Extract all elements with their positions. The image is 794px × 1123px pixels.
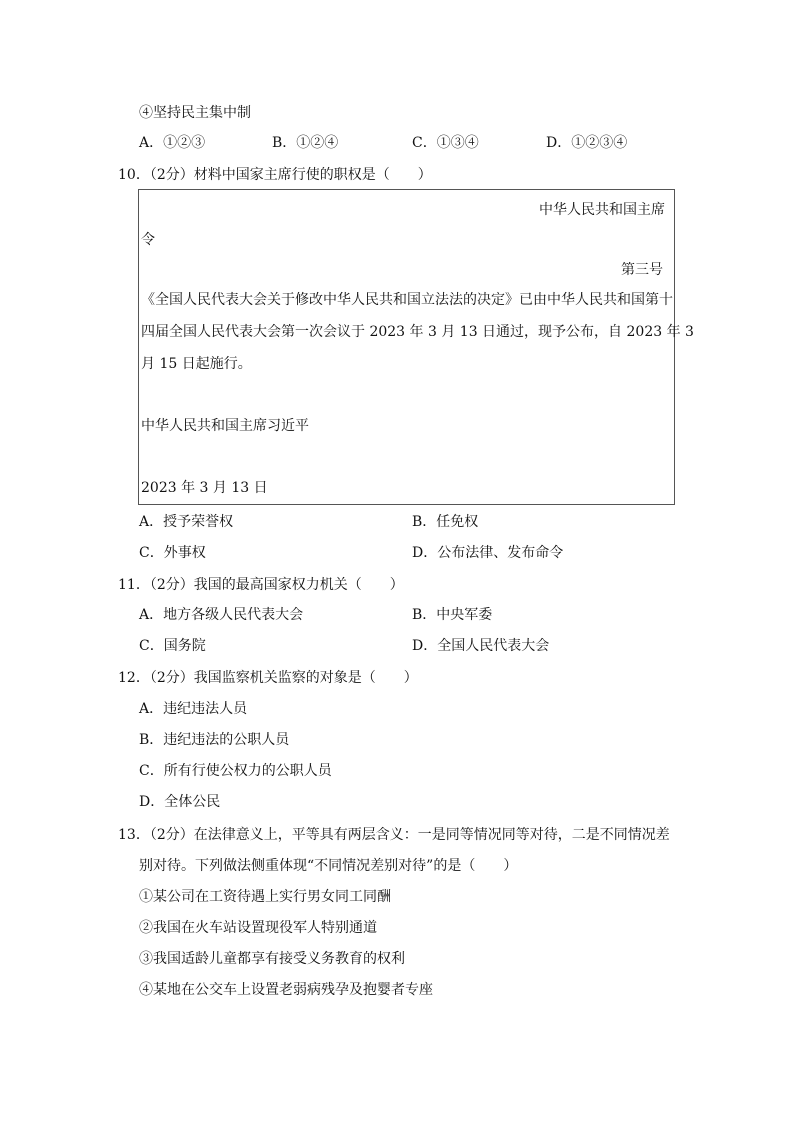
decree-header-wrap: 令 bbox=[141, 232, 155, 248]
q9-item-4: ④坚持民主集中制 bbox=[139, 105, 251, 121]
q11-option-d[interactable]: D．全国人民代表大会 bbox=[412, 638, 550, 654]
decree-body-line-3: 月 15 日起施行。 bbox=[141, 356, 252, 372]
q9-option-c[interactable]: C．①③④ bbox=[412, 135, 479, 151]
q10-option-b[interactable]: B．任免权 bbox=[412, 514, 479, 530]
q9-option-b[interactable]: B．①②④ bbox=[272, 135, 339, 151]
q13-stem-line-1: 13．（2分）在法律意义上，平等具有两层含义：一是同等情况同等对待，二是不同情况差 bbox=[118, 827, 670, 843]
q12-option-b[interactable]: B．违纪违法的公职人员 bbox=[139, 732, 290, 748]
decree-body-line-2: 四届全国人民代表大会第一次会议于 2023 年 3 月 13 日通过，现予公布，自 2023 年 3 bbox=[141, 324, 694, 340]
decree-number: 第三号 bbox=[621, 262, 663, 278]
q11-stem: 11．（2分）我国的最高国家权力机关（ ） bbox=[118, 577, 404, 593]
q9-option-a[interactable]: A．①②③ bbox=[139, 135, 206, 151]
q10-stem: 10．（2分）材料中国家主席行使的职权是（ ） bbox=[118, 167, 432, 183]
q12-option-d[interactable]: D．全体公民 bbox=[139, 794, 221, 810]
q11-option-c[interactable]: C．国务院 bbox=[139, 638, 206, 654]
q13-item-4: ④某地在公交车上设置老弱病残孕及抱婴者专座 bbox=[139, 982, 433, 998]
decree-date: 2023 年 3 月 13 日 bbox=[141, 480, 268, 496]
decree-body-line-1: 《全国人民代表大会关于修改中华人民共和国立法法的决定》已由中华人民共和国第十 bbox=[141, 292, 673, 308]
q10-option-a[interactable]: A．授予荣誉权 bbox=[139, 514, 234, 530]
decree-header: 中华人民共和国主席 bbox=[539, 202, 665, 218]
q10-material-box bbox=[138, 189, 694, 505]
q13-item-3: ③我国适龄儿童都享有接受义务教育的权利 bbox=[139, 951, 405, 967]
q11-option-a[interactable]: A．地方各级人民代表大会 bbox=[139, 607, 304, 623]
q13-item-1: ①某公司在工资待遇上实行男女同工同酬 bbox=[139, 889, 391, 905]
q12-stem: 12．（2分）我国监察机关监察的对象是（ ） bbox=[118, 670, 418, 686]
q11-option-b[interactable]: B．中央军委 bbox=[412, 607, 493, 623]
q13-item-2: ②我国在火车站设置现役军人特别通道 bbox=[139, 920, 377, 936]
q10-option-d[interactable]: D．公布法律、发布命令 bbox=[412, 545, 564, 561]
q9-option-d[interactable]: D．①②③④ bbox=[546, 135, 628, 151]
decree-signature: 中华人民共和国主席习近平 bbox=[141, 418, 309, 434]
q10-option-c[interactable]: C．外事权 bbox=[139, 545, 206, 561]
q13-stem-line-2: 别对待。下列做法侧重体现“不同情况差别对待”的是（ ） bbox=[139, 858, 518, 874]
q12-option-a[interactable]: A．违纪违法人员 bbox=[139, 701, 248, 717]
q12-option-c[interactable]: C．所有行使公权力的公职人员 bbox=[139, 763, 332, 779]
